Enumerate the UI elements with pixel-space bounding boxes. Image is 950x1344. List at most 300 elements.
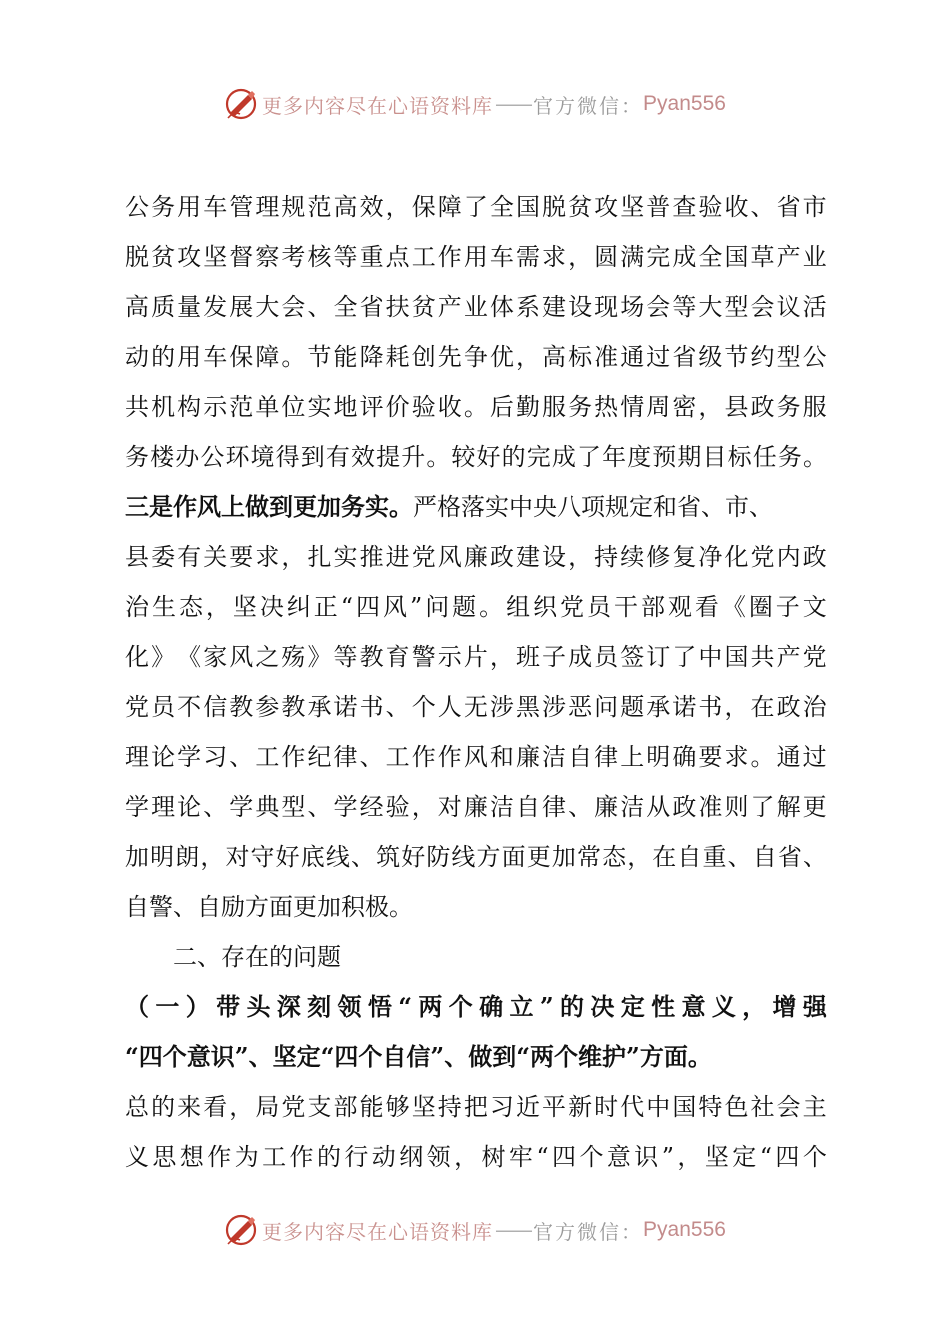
- char: 、: [307, 793, 332, 821]
- char: 。: [463, 393, 488, 421]
- watermark-label: 官方微信：: [533, 93, 644, 118]
- char: 对: [225, 843, 250, 871]
- char: 先: [437, 343, 462, 371]
- char: 带: [216, 992, 241, 1021]
- char: 政: [776, 693, 801, 721]
- char: 个: [411, 693, 436, 721]
- char: 有: [325, 443, 350, 471]
- char: 到: [300, 443, 325, 471]
- char: ，: [385, 193, 410, 221]
- char: 场: [620, 293, 645, 321]
- char: 政: [802, 543, 827, 571]
- char: 个: [579, 1143, 604, 1171]
- char: 殇: [281, 643, 306, 671]
- char: 诺: [333, 693, 358, 721]
- char: 核: [307, 243, 332, 271]
- char: 车: [203, 343, 228, 371]
- char: 预: [652, 443, 677, 471]
- char: 地: [333, 393, 358, 421]
- char: ，: [627, 843, 652, 871]
- char: 重: [702, 843, 727, 871]
- char: 、: [802, 843, 827, 871]
- char: 服: [542, 393, 566, 421]
- char: 服: [802, 393, 827, 421]
- char: 签: [620, 643, 645, 671]
- char: 更: [802, 793, 827, 821]
- text-line: [125, 182, 827, 232]
- char: 、: [385, 693, 410, 721]
- char: 的: [151, 343, 176, 371]
- subheading-line: [125, 1032, 827, 1082]
- char: 识: [634, 1143, 659, 1171]
- char: 四: [552, 1143, 577, 1171]
- char: 察: [255, 243, 280, 271]
- text-line: [125, 282, 827, 332]
- text-line: [125, 532, 827, 582]
- char: 守: [250, 843, 275, 871]
- char: “: [398, 992, 413, 1021]
- char: 平: [542, 1093, 566, 1121]
- watermark-wechat-id: Pyan556: [643, 92, 726, 115]
- char: 建: [515, 543, 540, 571]
- char: 务: [776, 393, 801, 421]
- char: 位: [281, 393, 306, 421]
- char: 省: [777, 843, 802, 871]
- char: 效: [359, 193, 384, 221]
- char: 的: [560, 992, 585, 1021]
- char: ，: [568, 543, 593, 571]
- char: 题: [452, 593, 477, 621]
- char: 需: [515, 243, 540, 271]
- text-line-bold-lead: [125, 482, 827, 532]
- char: ，: [200, 843, 225, 871]
- char: 线: [451, 843, 476, 871]
- line-text: 自警、自励方面更加积极。: [125, 893, 413, 921]
- char: 型: [281, 793, 306, 821]
- char: 立: [509, 992, 534, 1021]
- char: 验: [385, 793, 410, 821]
- char: 求: [255, 543, 280, 571]
- char: 建: [542, 293, 566, 321]
- char: 考: [281, 243, 306, 271]
- watermark-footer: [0, 1210, 950, 1250]
- char: 省: [359, 293, 384, 321]
- char: 自: [515, 793, 540, 821]
- line-text: 严格落实中央八项规定和省、市、: [413, 493, 773, 521]
- char: 示: [437, 643, 462, 671]
- char: 扶: [385, 293, 410, 321]
- char: 廉: [463, 793, 488, 821]
- char: 化: [125, 643, 149, 671]
- char: 勤: [515, 393, 540, 421]
- char: 障: [255, 343, 280, 371]
- char: 务: [151, 193, 176, 221]
- char: 期: [677, 443, 702, 471]
- char: 度: [627, 443, 652, 471]
- char: 承: [646, 693, 671, 721]
- char: “: [536, 1143, 549, 1171]
- char: ，: [724, 693, 749, 721]
- char: 障: [437, 193, 462, 221]
- char: 系: [515, 293, 540, 321]
- char: 了: [750, 793, 775, 821]
- char: 则: [724, 793, 749, 821]
- char: 律: [594, 743, 619, 771]
- char: 、: [750, 193, 775, 221]
- char: 国: [515, 193, 540, 221]
- watermark-site-text: 更多内容尽在心语资料库: [262, 1219, 494, 1244]
- char: 化: [724, 543, 749, 571]
- char: 委: [151, 543, 176, 571]
- char: ，: [698, 393, 723, 421]
- char: 的: [501, 443, 526, 471]
- char: 够: [385, 1093, 410, 1121]
- char: 代: [620, 1093, 645, 1121]
- char: 示: [203, 393, 228, 421]
- char: 创: [411, 343, 436, 371]
- char: 能: [333, 343, 358, 371]
- char: 刻: [307, 992, 332, 1021]
- char: 会: [281, 293, 306, 321]
- char: 典: [255, 793, 280, 821]
- char: 境: [250, 443, 275, 471]
- section-heading: [125, 932, 827, 982]
- char: 党: [411, 543, 436, 571]
- char: 习: [203, 743, 228, 771]
- char: 文: [802, 593, 827, 621]
- char: 坚: [704, 1143, 729, 1171]
- char: 。: [426, 443, 451, 471]
- char: 型: [724, 293, 749, 321]
- char: 复: [672, 543, 697, 571]
- char: 动: [125, 343, 149, 371]
- char: 后: [489, 393, 514, 421]
- char: 普: [646, 193, 671, 221]
- char: 观: [667, 593, 692, 621]
- char: 纠: [286, 593, 311, 621]
- char: 决: [590, 992, 615, 1021]
- char: 成: [568, 643, 593, 671]
- char: 教: [229, 693, 254, 721]
- char: 的: [316, 1143, 341, 1171]
- char: ，: [677, 1143, 702, 1171]
- char: 提: [376, 443, 401, 471]
- char: 行: [344, 1143, 369, 1171]
- subheading-text: “四个意识”、坚定“四个自信”、做到“两个维护”方面。: [125, 1042, 712, 1071]
- char: 解: [776, 793, 801, 821]
- char: 看: [694, 593, 719, 621]
- char: 全: [698, 243, 723, 271]
- char: 、: [307, 293, 332, 321]
- char: 把: [463, 1093, 488, 1121]
- char: ”: [661, 1143, 674, 1171]
- char: 意: [681, 992, 706, 1021]
- char: 主: [802, 1093, 827, 1121]
- char: 诺: [672, 693, 697, 721]
- char: 线: [325, 843, 350, 871]
- char: 涉: [542, 693, 566, 721]
- char: 定: [620, 992, 645, 1021]
- char: 用: [177, 343, 202, 371]
- char: 论: [151, 743, 176, 771]
- bold-lead-text: 三是作风上做到更加务实。: [125, 492, 413, 521]
- char: 要: [229, 543, 254, 571]
- char: 扎: [307, 543, 332, 571]
- char: 了: [672, 643, 697, 671]
- char: 国: [724, 643, 749, 671]
- char: 中: [698, 643, 723, 671]
- char: 学: [125, 793, 149, 821]
- char: 黑: [515, 693, 540, 721]
- char: 两: [418, 992, 443, 1021]
- char: 用: [463, 243, 488, 271]
- char: 纲: [399, 1143, 424, 1171]
- char: 作: [437, 243, 462, 271]
- char: 理: [125, 743, 149, 771]
- char: 员: [151, 693, 176, 721]
- char: 特: [698, 1093, 723, 1121]
- char: 内: [776, 543, 801, 571]
- char: 组: [506, 593, 531, 621]
- char: 党: [281, 1093, 306, 1121]
- text-line: [125, 332, 827, 382]
- char: 圆: [594, 243, 619, 271]
- char: 量: [177, 293, 202, 321]
- char: 恶: [568, 693, 593, 721]
- char: 工: [411, 243, 436, 271]
- char: 廉: [463, 543, 488, 571]
- char: 政: [672, 793, 697, 821]
- char: 坚: [411, 1093, 436, 1121]
- char: 对: [437, 793, 462, 821]
- char: 求: [724, 743, 749, 771]
- char: 作: [289, 1143, 314, 1171]
- char: 方: [476, 843, 501, 871]
- char: 节: [724, 343, 749, 371]
- char: 设: [568, 293, 593, 321]
- char: 政: [750, 393, 775, 421]
- text-line: [125, 782, 827, 832]
- char: 增: [772, 992, 797, 1021]
- char: ，: [515, 343, 540, 371]
- char: 和: [489, 743, 514, 771]
- char: 脱: [125, 243, 149, 271]
- char: 持: [594, 543, 619, 571]
- char: 坚: [232, 593, 257, 621]
- char: 动: [371, 1143, 396, 1171]
- char: 成: [672, 243, 697, 271]
- char: 高: [333, 193, 358, 221]
- char: 要: [698, 743, 723, 771]
- char: 家: [203, 643, 228, 671]
- char: 展: [229, 293, 254, 321]
- char: 得: [275, 443, 300, 471]
- char: 坚: [620, 193, 645, 221]
- char: “: [340, 593, 354, 621]
- char: ，: [281, 543, 306, 571]
- char: 参: [255, 693, 280, 721]
- char: 之: [255, 643, 280, 671]
- char: 贫: [411, 293, 436, 321]
- watermark-site-text: 更多内容尽在心语资料库: [262, 93, 494, 118]
- char: “: [759, 1143, 772, 1171]
- char: 过: [802, 743, 827, 771]
- text-line: [125, 682, 827, 732]
- char: 书: [698, 693, 723, 721]
- char: 洁: [542, 743, 566, 771]
- char: 看: [203, 1093, 228, 1121]
- char: 班: [515, 643, 540, 671]
- char: 来: [177, 1093, 202, 1121]
- char: 目: [702, 443, 727, 471]
- char: 务: [568, 393, 593, 421]
- char: 准: [698, 793, 723, 821]
- char: ”: [539, 992, 554, 1021]
- char: 面: [501, 843, 526, 871]
- char: 等: [672, 293, 697, 321]
- char: 论: [177, 793, 202, 821]
- char: 国: [672, 1093, 697, 1121]
- char: 律: [333, 743, 358, 771]
- char: 常: [576, 843, 601, 871]
- char: 贫: [568, 193, 593, 221]
- char: 推: [359, 543, 384, 571]
- char: 党: [560, 593, 585, 621]
- char: 领: [337, 992, 362, 1021]
- char: 市: [802, 193, 827, 221]
- char: 楼: [150, 443, 175, 471]
- char: 决: [259, 593, 284, 621]
- char: 等: [333, 243, 358, 271]
- char: 活: [802, 293, 827, 321]
- char: 中: [646, 1093, 671, 1121]
- char: 、: [203, 793, 228, 821]
- char: 织: [533, 593, 558, 621]
- char: 范: [229, 393, 254, 421]
- char: 重: [359, 243, 384, 271]
- char: 。: [479, 593, 504, 621]
- char: 人: [437, 693, 462, 721]
- char: 保: [229, 343, 254, 371]
- char: 部: [640, 593, 665, 621]
- char: 在: [652, 843, 677, 871]
- char: ，: [454, 1143, 479, 1171]
- char: 》: [307, 643, 332, 671]
- watermark-wechat-id: Pyan556: [643, 1218, 726, 1241]
- char: 干: [613, 593, 638, 621]
- char: 实: [307, 393, 332, 421]
- char: 风: [437, 543, 462, 571]
- char: 过: [646, 343, 671, 371]
- char: ，: [205, 593, 230, 621]
- char: 规: [281, 193, 306, 221]
- watermark-dash: ——: [495, 1218, 532, 1242]
- char: 管: [229, 193, 254, 221]
- char: 廉: [594, 793, 619, 821]
- char: 思: [152, 1143, 177, 1171]
- char: 部: [333, 1093, 358, 1121]
- char: ，: [229, 1093, 254, 1121]
- char: 密: [672, 393, 697, 421]
- char: 公: [802, 343, 827, 371]
- char: 理: [255, 193, 280, 221]
- char: 风: [382, 593, 407, 621]
- char: 准: [594, 343, 619, 371]
- char: 县: [125, 543, 149, 571]
- char: 时: [594, 1093, 619, 1121]
- char: 环: [225, 443, 250, 471]
- watermark-header: [0, 84, 950, 124]
- char: 领: [426, 1143, 451, 1171]
- char: 通: [620, 343, 645, 371]
- char: 优: [489, 343, 514, 371]
- char: 公: [200, 443, 225, 471]
- char: 业: [802, 243, 827, 271]
- char: 车: [489, 243, 514, 271]
- char: 作: [437, 743, 462, 771]
- char: 信: [203, 693, 228, 721]
- char: 净: [698, 543, 723, 571]
- char: 治: [125, 593, 149, 621]
- pen-logo-icon: [224, 87, 258, 121]
- char: 习: [489, 1093, 514, 1121]
- char: 政: [489, 543, 514, 571]
- char: 涉: [489, 693, 514, 721]
- char: 的: [151, 1093, 176, 1121]
- char: 续: [620, 543, 645, 571]
- char: 县: [724, 393, 749, 421]
- char: 态: [178, 593, 203, 621]
- char: 自: [677, 843, 702, 871]
- char: 会: [646, 293, 671, 321]
- char: 色: [724, 1093, 749, 1121]
- char: 作: [207, 1143, 232, 1171]
- char: 业: [463, 293, 488, 321]
- char: 经: [359, 793, 384, 821]
- text-line: [125, 232, 827, 282]
- char: 树: [481, 1143, 506, 1171]
- char: 较: [451, 443, 476, 471]
- char: 节: [307, 343, 332, 371]
- char: 周: [646, 393, 671, 421]
- char: 有: [177, 543, 202, 571]
- char: 质: [151, 293, 176, 321]
- char: 议: [776, 293, 801, 321]
- char: 新: [568, 1093, 593, 1121]
- char: 收: [437, 393, 462, 421]
- char: 洁: [489, 793, 514, 821]
- text-line: [125, 632, 827, 682]
- char: 理: [151, 793, 176, 821]
- char: 耗: [385, 343, 410, 371]
- char: 升: [401, 443, 426, 471]
- char: 明: [646, 743, 671, 771]
- char: 近: [515, 1093, 540, 1121]
- char: 》: [151, 643, 176, 671]
- char: 作: [411, 743, 436, 771]
- char: 治: [802, 693, 827, 721]
- char: 深: [276, 992, 301, 1021]
- char: 情: [620, 393, 645, 421]
- char: 成: [551, 443, 576, 471]
- char: 四: [356, 593, 380, 621]
- char: 、: [350, 843, 375, 871]
- char: 草: [750, 243, 775, 271]
- text-line: [125, 582, 827, 632]
- char: 总: [125, 1093, 149, 1121]
- char: 等: [333, 643, 358, 671]
- char: 四: [775, 1143, 800, 1171]
